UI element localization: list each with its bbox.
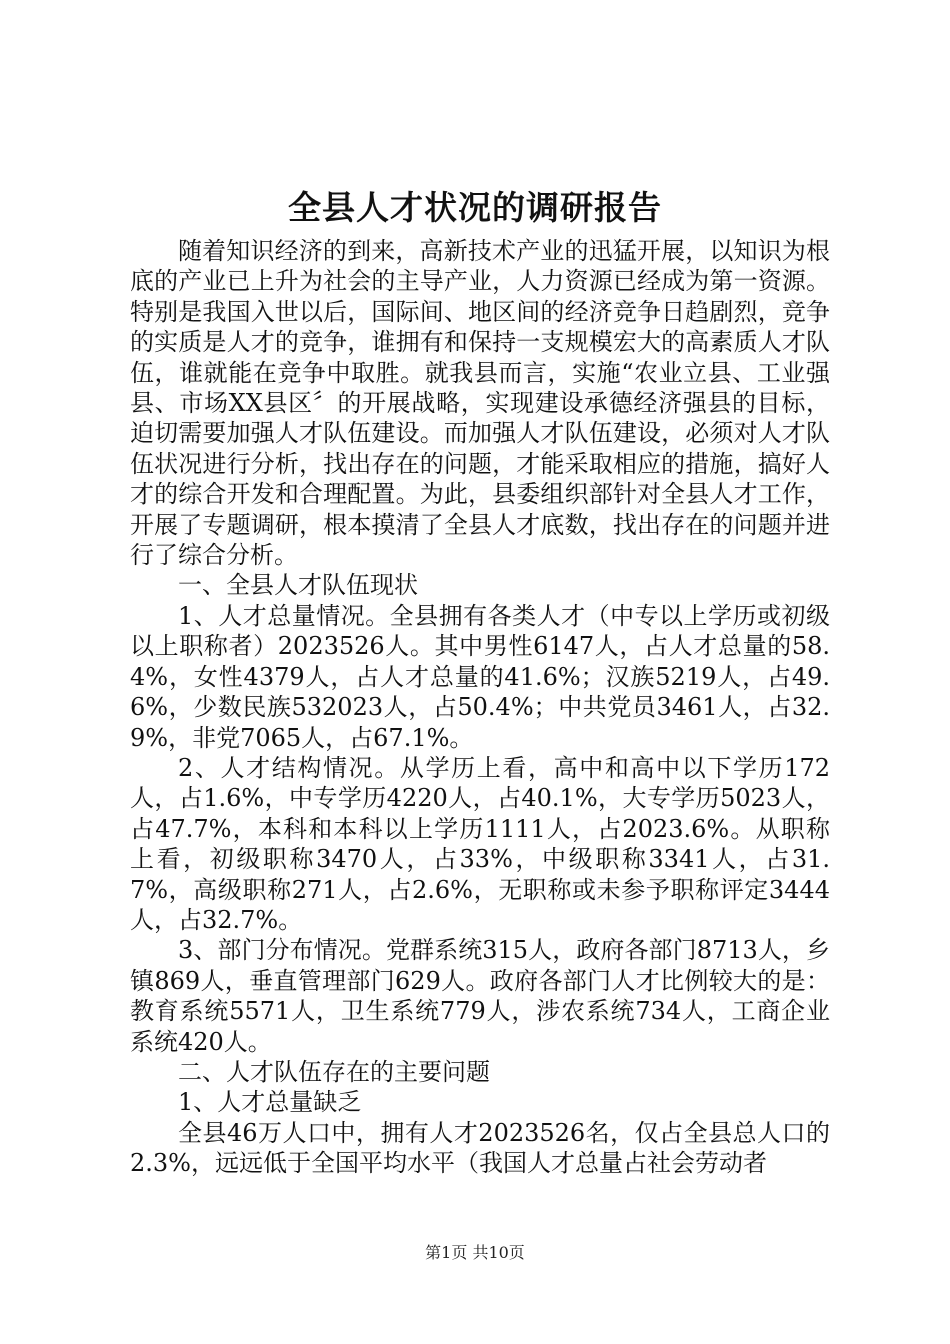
- subheading-talent-shortage: 1、人才总量缺乏: [178, 1088, 362, 1117]
- paragraph-talent-total: 1、人才总量情况。全县拥有各类人才（中专以上学历或初级以上职称者）2023526人。其中男性6147人，占人才总量的58.4%，女性4379人，占人才总量的41.6%；汉族5219人，占49.6%，少数民族532023人，占50.4%；中共党员3461人，占32.9%，非党7065人，占67.1%。: [130, 601, 830, 752]
- document-body: [130, 236, 830, 1179]
- section-heading-main-problems: 二、人才队伍存在的主要问题: [178, 1057, 490, 1086]
- paragraph-shortage-detail: 全县46万人口中，拥有人才2023526名，仅占全县总人口的2.3%，远远低于全国平均水平（我国人才总量占社会劳动者: [130, 1118, 830, 1178]
- page-title: 全县人才状况的调研报告: [288, 188, 662, 227]
- paragraph-department-distribution: 3、部门分布情况。党群系统315人，政府各部门8713人，乡镇869人，垂直管理部门629人。政府各部门人才比例较大的是：教育系统5571人，卫生系统779人，涉农系统734人，工商企业系统420人。: [130, 936, 830, 1056]
- page-number-footer: 第1页 共10页: [425, 1243, 525, 1262]
- section-heading-current-status: 一、全县人才队伍现状: [178, 571, 418, 600]
- paragraph-talent-structure: 2、人才结构情况。从学历上看，高中和高中以下学历172人，占1.6%，中专学历4220人，占40.1%，大专学历5023人，占47.7%，本科和本科以上学历1111人，占2023.6%。从职称上看，初级职称3470人，占33%，中级职称3341人，占31.7%，高级职称271人，占2.6%，无职称或未参予职称评定3444人，占32.7%。: [130, 753, 830, 934]
- intro-paragraph: 随着知识经济的到来，高新技术产业的迅猛开展，以知识为根底的产业已上升为社会的主导产业，人力资源已经成为第一资源。特别是我国入世以后，国际间、地区间的经济竞争日趋剧烈，竞争的实质是人才的竞争，谁拥有和保持一支规模宏大的高素质人才队伍，谁就能在竞争中取胜。就我县而言，实施“农业立县、工业强县、市场XX县区〞的开展战略，实现建设承德经济强县的目标，迫切需要加强人才队伍建设。而加强人才队伍建设，必须对人才队伍状况进行分析，找出存在的问题，才能采取相应的措施，搞好人才的综合开发和合理配置。为此，县委组织部针对全县人才工作，开展了专题调研，根本摸清了全县人才底数，找出存在的问题并进行了综合分析。: [130, 237, 830, 570]
